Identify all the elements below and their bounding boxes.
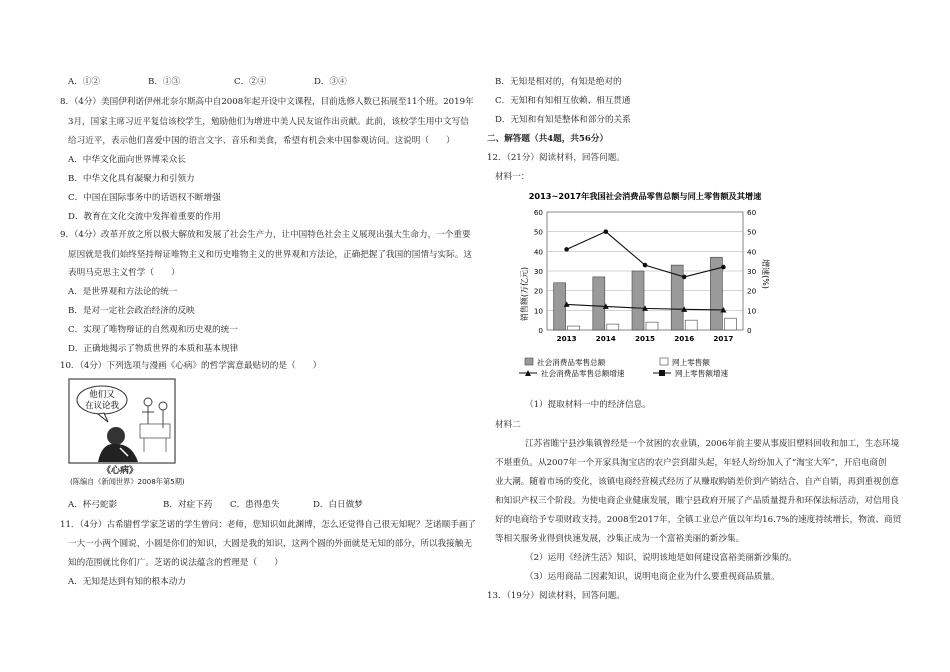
q13-head: 13．（19分）阅读材料，回答问题。 xyxy=(487,591,625,601)
cartoon-title: 《心病》 xyxy=(102,466,139,476)
q8-option-b: B．中华文化具有凝聚力和引领力 xyxy=(68,174,195,184)
option-a: A．杯弓蛇影 xyxy=(68,500,118,510)
q7-options xyxy=(68,77,347,88)
y-tick-label: 60 xyxy=(533,208,543,217)
q8-line-2: 3月，国家主席习近平复信该校学生，勉励他们为增进中美人民友谊作出贡献。此前，该校学生用中文写信 xyxy=(68,117,469,127)
option-d: D．白日做梦 xyxy=(313,500,363,510)
q8-line-1: 8．（4分）美国伊利诺伊州北奈尔斯高中自2008年起开设中文课程，目前选修人数已拓展至11个班。2019年 xyxy=(60,97,474,107)
cartoon-drawing xyxy=(68,378,176,464)
legend-total: 社会消费品零售总额 xyxy=(537,358,606,367)
q11-option-b: B．无知是相对的，有知是绝对的 xyxy=(495,77,622,87)
m2-line-4: 和知识产权三个阶段。为使电商企业健康发展，睢宁县政府开展了产品质量提升和环保法标活动，对信用良 xyxy=(495,496,899,506)
option-a: A．①② xyxy=(68,77,100,87)
point-online-growth xyxy=(643,263,648,268)
legend-online: 网上零售额 xyxy=(672,358,710,367)
line-online-growth xyxy=(567,232,724,277)
legend-online-growth: 网上零售额增速 xyxy=(675,369,729,378)
q10-line: 10．（4分）下列选项与漫画《心病》的哲学寓意最贴切的是（ ） xyxy=(60,361,322,371)
y-tick-label: 0 xyxy=(538,326,543,335)
option-c: C．患得患失 xyxy=(230,500,280,510)
y2-tick-label: 10 xyxy=(747,306,757,316)
cartoon-image xyxy=(68,378,185,486)
bar-total xyxy=(593,277,605,330)
m2-line-1: 江苏省睢宁县沙集镇曾经是一个贫困的农业镇，2006年前主要从事废旧塑料回收和加工，生态环境 xyxy=(525,439,900,449)
option-d: D．③④ xyxy=(314,77,347,87)
option-c: C．②④ xyxy=(234,77,267,87)
y2-axis-label: 增速(%) xyxy=(761,259,770,289)
point-online-growth xyxy=(682,275,687,280)
m2-line-5: 好的电商给予专项财政支持。2008至2017年，全镇工业总产值以年均16.7%的速度持续增长，物流、商贸 xyxy=(495,515,902,525)
m2-line-6: 等相关服务业得到快速发展，沙集正成为一个富裕美丽的新沙集。 xyxy=(495,534,745,544)
q9-line-3: 表明马克思主义哲学（ ） xyxy=(68,268,180,278)
cartoon-source: (陈编自《新闻世界》2008年第5期) xyxy=(70,477,185,486)
q8-option-c: C．中国在国际事务中的话语权不断增强 xyxy=(68,193,221,203)
y-tick-label: 10 xyxy=(533,306,543,316)
q11-option-d: D．无知和有知是整体和部分的关系 xyxy=(495,115,631,125)
q9-option-d: D．正确地揭示了物质世界的本质和基本规律 xyxy=(68,344,239,354)
q8-option-a: A．中华文化面向世界博采众长 xyxy=(68,155,186,165)
q11-line-3: 知的范围就比你们广。芝诺的说法蕴含的哲理是（ ） xyxy=(68,558,283,568)
x-tick-label: 2016 xyxy=(674,334,695,343)
legend-total-growth: 社会消费品零售总额增速 xyxy=(541,369,625,378)
q9-line-2: 原因就是我们始终坚持辩证唯物主义和历史唯物主义的世界观和方法论，正确把握了我国的国情与实际。这 xyxy=(68,250,472,260)
y2-tick-label: 20 xyxy=(747,286,757,296)
x-tick-label: 2017 xyxy=(713,334,734,343)
chart-title: 2013~2017年我国社会消费品零售总额与同上零售额及其增速 xyxy=(528,191,762,201)
y2-tick-label: 30 xyxy=(747,267,757,276)
q11-line-1: 11．（4分）古希腊哲学家芝诺的学生曾问：老师，您知识如此渊博，怎么还觉得自己很无知呢？芝诺顺手画了 xyxy=(60,520,477,530)
q9-line-1: 9．（4分）改革开放之所以极大解放和发展了社会生产力，让中国特色社会主义展现出强大生命力，一个重要 xyxy=(60,230,471,240)
y-tick-label: 50 xyxy=(533,227,543,237)
y2-tick-label: 60 xyxy=(747,208,757,217)
q11-line-2: 一大一小两个圆说，小圆是你们的知识，大圆是我的知识，这两个圆的外面就是无知的部分，所以我接触无 xyxy=(68,539,472,549)
q11-option-c: C．无知和有知相互依赖、相互贯通 xyxy=(495,96,631,106)
q9-option-b: B．是对一定社会政治经济的反映 xyxy=(68,306,195,316)
m2-line-3: 业大潮。随着市场的变化，该镇电商经营模式经历了从赚取购销差价到产销结合、自产自销，再到重视创意 xyxy=(495,477,899,487)
q8-line-3: 给习近平，表示他们喜爱中国的语言文字、音乐和美食，希望有机会来中国参观访问。这说明（ ） xyxy=(68,136,455,146)
x-tick-label: 2014 xyxy=(595,334,616,343)
bubble-line-2: 在议论我 xyxy=(84,401,120,411)
x-tick-label: 2015 xyxy=(634,334,656,343)
point-online-growth xyxy=(604,229,609,234)
bar-total xyxy=(554,283,566,330)
option-b: B．对症下药 xyxy=(163,500,213,510)
legend-swatch-total xyxy=(525,358,533,365)
bubble-line-1: 他们又 xyxy=(89,390,115,400)
point-online-growth xyxy=(721,265,726,270)
q10-options xyxy=(68,500,363,511)
bar-online xyxy=(568,326,580,330)
material-1-label: 材料一： xyxy=(495,172,530,182)
bar-online xyxy=(646,322,658,330)
y2-tick-label: 40 xyxy=(747,247,757,257)
q11-option-a: A．无知是达到有知的根本动力 xyxy=(68,577,186,587)
option-b: B．①③ xyxy=(148,77,181,87)
bar-online xyxy=(685,320,697,330)
q12-sub-2: （2）运用《经济生活》知识，说明该地是如何建设富裕美丽新沙集的。 xyxy=(525,553,797,563)
q12-sub-3: （3）运用商品二因素知识，说明电商企业为什么要重视商品质量。 xyxy=(525,572,780,582)
y2-tick-label: 0 xyxy=(747,326,752,335)
legend-square-marker xyxy=(659,370,665,376)
legend xyxy=(519,357,729,378)
bar-total xyxy=(632,271,644,330)
q9-option-a: A．是世界观和方法论的统一 xyxy=(68,287,178,297)
legend-swatch-online xyxy=(660,358,668,365)
bar-online xyxy=(724,318,736,330)
q12-head: 12．（21分）阅读材料，回答问题。 xyxy=(487,153,625,163)
point-online-growth xyxy=(564,247,569,252)
q9-option-c: C．实现了唯物辩证的自然观和历史观的统一 xyxy=(68,325,238,335)
bar-online xyxy=(607,324,619,330)
section-title: 二、解答题（共4题，共56分） xyxy=(487,134,609,144)
retail-chart xyxy=(495,188,795,378)
q12-sub-1: （1）提取材料一中的经济信息。 xyxy=(525,400,651,410)
y-axis-label: 销售额(万亿元) xyxy=(520,266,529,322)
material-2-label: 材料二 xyxy=(495,420,521,430)
q8-option-d: D．教育在文化交流中发挥着重要的作用 xyxy=(68,212,221,222)
y-tick-label: 40 xyxy=(533,247,543,257)
m2-line-2: 不堪重负。从2007年一个开家具淘宝店的农户尝到甜头起，年轻人纷纷加入了“淘宝大军”，开启电商创 xyxy=(495,458,887,468)
y-tick-label: 30 xyxy=(533,267,543,276)
x-tick-label: 2013 xyxy=(556,334,577,343)
y-tick-label: 20 xyxy=(533,286,543,296)
y2-tick-label: 50 xyxy=(747,227,757,237)
plot-area xyxy=(534,208,757,343)
